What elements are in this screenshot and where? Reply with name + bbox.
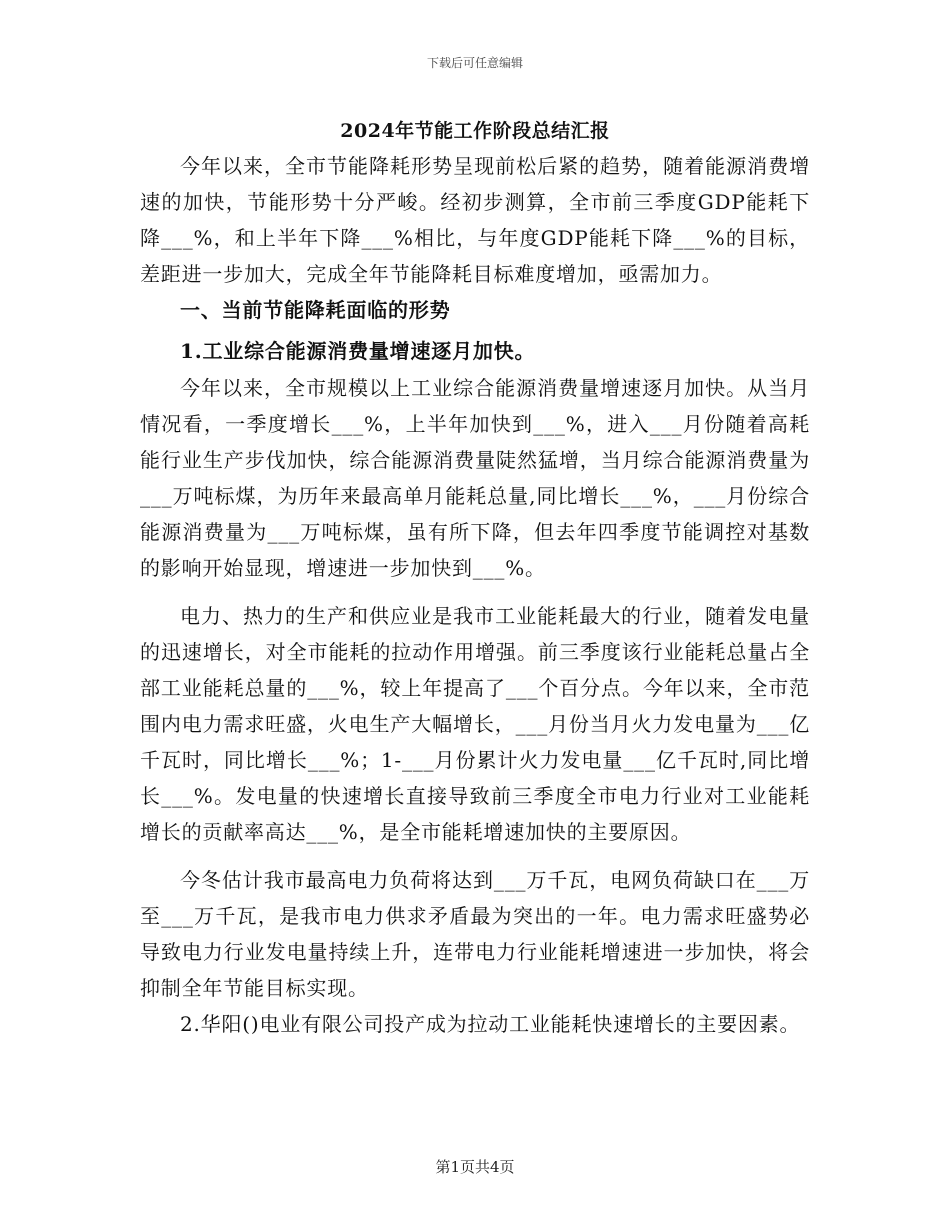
intro-paragraph: 今年以来，全市节能降耗形势呈现前松后紧的趋势，随着能源消费增速的加快，节能形势十分严峻。经初步测算，全市前三季度GDP能耗下降___%，和上半年下降___%相比，与年度GDP能耗下降___%的目标，差距进一步加大，完成全年节能降耗目标难度增加，亟需加力。 [140, 154, 810, 286]
body-paragraph-4: 2.华阳()电业有限公司投产成为拉动工业能耗快速增长的主要因素。 [180, 1012, 801, 1036]
document-title: 2024年节能工作阶段总结汇报 [340, 120, 610, 142]
body-paragraph-2: 电力、热力的生产和供应业是我市工业能耗最大的行业，随着发电量的迅速增长，对全市能耗的拉动作用增强。前三季度该行业能耗总量占全部工业能耗总量的___%，较上年提高了___个百分点。今年以来，全市范围内电力需求旺盛，火电生产大幅增长，___月份当月火力发电量为___亿千瓦时，同比增长___%；1-___月份累计火力发电量___亿千瓦时,同比增长___%。发电量的快速增长直接导致前三季度全市电力行业对工业能耗增长的贡献率高达___%，是全市能耗增速加快的主要原因。 [140, 604, 810, 844]
page-header-note: 下载后可任意编辑 [426, 56, 523, 70]
page-number-footer: 第1页共4页 [435, 1158, 515, 1176]
document-body [140, 148, 810, 1042]
section-heading-1: 一、当前节能降耗面临的形势 [180, 298, 451, 322]
body-paragraph-3: 今冬估计我市最高电力负荷将达到___万千瓦，电网负荷缺口在___万至___万千瓦，是我市电力供求矛盾最为突出的一年。电力需求旺盛势必导致电力行业发电量持续上升，连带电力行业能耗增速进一步加快，将会抑制全年节能目标实现。 [140, 868, 810, 1000]
subsection-heading-1: 1.工业综合能源消费量增速逐月加快。 [180, 339, 536, 363]
body-paragraph-1: 今年以来，全市规模以上工业综合能源消费量增速逐月加快。从当月情况看，一季度增长___%，上半年加快到___%，进入___月份随着高耗能行业生产步伐加快，综合能源消费量陡然猛增，当月综合能源消费量为___万吨标煤，为历年来最高单月能耗总量,同比增长___%，___月份综合能源消费量为___万吨标煤，虽有所下降，但去年四季度节能调控对基数的影响开始显现，增速进一步加快到___%。 [140, 376, 810, 580]
